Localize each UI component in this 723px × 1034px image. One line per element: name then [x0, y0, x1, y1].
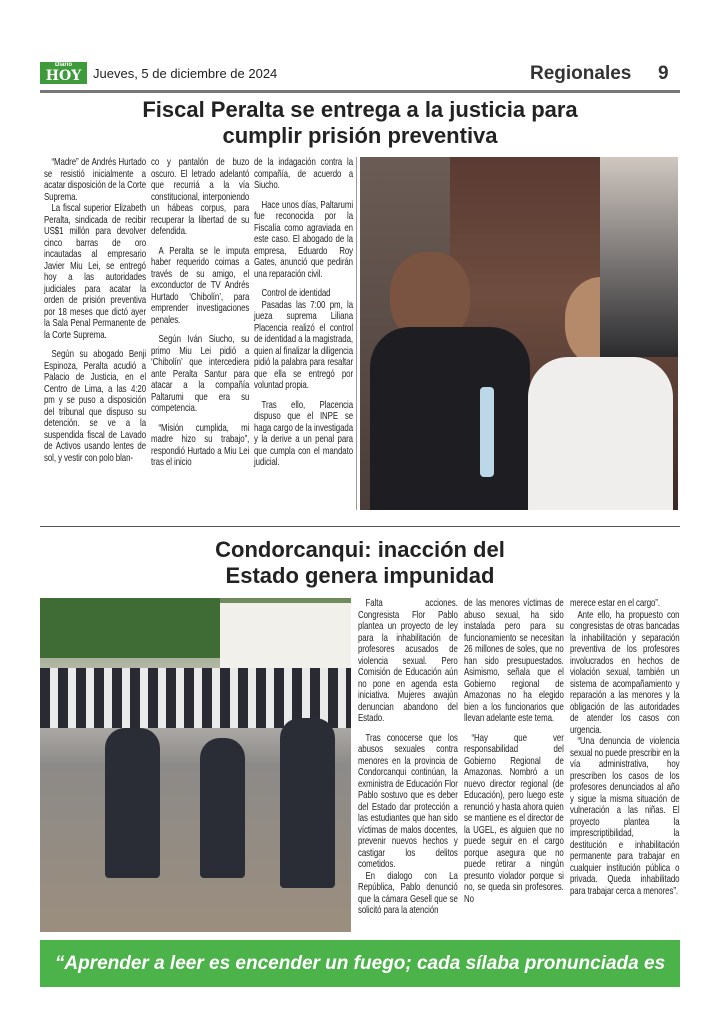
paragraph: La fiscal superior Elizabeth Peralta, sindicada de recibir US$1 millón para devolver cinco barras de oro incautadas al empresario Javier Miu Lei, se entregó hoy a las autoridades judiciales para acatar la orden de prisión preventiva por 18 meses que dictó ayer la Sala Penal Permanente de la Corte Suprema. [44, 202, 146, 341]
paragraph: merece estar en el cargo”. [570, 597, 660, 609]
paragraph: Hace unos días, Paltarumi fue reconocida por la Fiscalía como agraviada en este caso. El abogado de la empresa, Eduardo Roy Gates, anunció que pedirán una reparación civil. [254, 198, 353, 280]
paragraph: Tras conocerse que los abusos sexuales contra menores en la provincia de Condorcanqui continúan, la exministra de Educación Flor Pablo sostuvo que es deber del Estado dar protección a las estudiantes que han sido víctimas de malos docentes, prevenir nuevos hechos y castigar los delitos cometidos. [358, 731, 458, 870]
article2-column-3 [570, 598, 680, 905]
header-rule [40, 90, 680, 93]
paragraph: Ante ello, ha propuesto con congresistas de otras bancadas la inhabilitación y separación preventiva de los profesores involucrados en hechos de violación sexual, también un sistema de acompañamiento y reparación a las menores y la obligación de las autoridades de atender los casos con urgencia. [570, 608, 680, 736]
article2-column-1 [358, 598, 458, 925]
paragraph: co y pantalón de buzo oscuro. El letrado adelantó que recurriá a la vía constitucional, interponiendo un hábeas corpus, para recuperar la libertad de su defendida. [151, 156, 250, 237]
paragraph: “Una denuncia de violencia sexual no puede prescribir en la vía administrativa, hoy prescriben los casos de los profesores denunciados al año y sigue la misma situación de vulneración a las niñas. El proyecto plantea la imprescriptibilidad, la destitución e inhabilitación permanente para trabajar en cualquier institución pública o privada. Queda inhabilitado para trabajar cerca a menores”. [570, 735, 680, 897]
paragraph: Tras ello, Placencia dispuso que el INPE se haga cargo de la investigada y la derive a un penal para que cumpla con el mandato judicial. [254, 398, 353, 468]
article2-headline [40, 537, 680, 589]
paragraph: Según su abogado Benji Espinoza, Peralta acudió a Palacio de Justicia, en el Centro de Lima, a las 4:20 pm y se puso a disposición del tribunal que dispuso su detención. se ve a la suspendida fiscal de Lavado de Activos usando lentes de sol, y vestir con polo blan- [44, 348, 146, 464]
headline-line: cumplir prisión preventiva [222, 123, 498, 148]
paragraph: En dialogo con La República, Pablo denunció que la cámara Gesell que se solicitó para la atención [358, 869, 458, 916]
section-name: Regionales [530, 63, 632, 84]
logo-small-text: Diario [54, 62, 72, 68]
paragraph: “Hay que ver responsabilidad del Gobierno Regional de Amazonas. Nombró a un nuevo director regional (de Educación), pero luego este renunció y hasta ahora quien se mantiene es el director de la UGEL, es alguien que no puede seguir en el cargo porque asegura que no puede retirar a ningún presunto violador porque si no, se queda sin profesores. No [464, 731, 564, 905]
article2-photo [40, 598, 351, 932]
paragraph: de la indagación contra la compañía, de acuerdo a Siucho. [254, 156, 353, 191]
article-divider [40, 526, 680, 527]
paragraph: de las menores víctimas de abuso sexual, ha sido instalada pero para su funcionamiento se necesitan 26 millones de soles, que no han sido presupuestados. Asimismo, señala que el Gobierno regional de Amazonas no ha elegido bien a los funcionarios que llevan adelante este tema. [464, 597, 564, 724]
paragraph: “Madre” de Andrés Hurtado se resistió inicialmente a acatar disposición de la Corte Suprema. [44, 156, 146, 203]
column-rule [356, 157, 357, 510]
subheading: Control de identidad [261, 287, 331, 299]
quote-banner: “Aprender a leer es encender un fuego; cada sílaba pronunciada es una chispa”. [40, 940, 680, 987]
paragraph: A Peralta se le imputa haber requerido coimas a través de su amigo, el exconductor de TV Andrés Hurtado ‘Chibolín’, para emprender investigaciones penales. [151, 244, 250, 326]
paragraph: Pasadas las 7:00 pm, la jueza suprema Liliana Placencia realizó el control de identidad a la magistrada, quien al finalizar la diligencia pidió la palabra para resaltar que ella se entregó por voluntad propia. [254, 298, 353, 391]
headline-line: Fiscal Peralta se entrega a la justicia para [142, 97, 578, 122]
page-number: 9 [658, 63, 669, 84]
article2-column-2 [464, 598, 564, 913]
article1-column-2 [151, 157, 249, 477]
article1-photo [360, 157, 678, 510]
article1-column-1 [44, 157, 146, 472]
issue-date: Jueves, 5 de diciembre de 2024 [93, 66, 278, 81]
paragraph: “Misión cumplida, mi madre hizo su trabajo”, respondió Hurtado a Miu Lei tras el inicio [151, 421, 250, 468]
headline-line: Estado genera impunidad [225, 563, 495, 588]
newspaper-logo [40, 62, 87, 84]
logo-big-text: HOY [45, 68, 82, 84]
headline-line: Condorcanqui: inacción del [215, 537, 505, 562]
article1-column-3 [254, 157, 353, 477]
article1-headline [40, 97, 680, 149]
paragraph: Según Iván Siucho, su primo Miu Lei pidió a ‘Chibolín’ que intercediera ante Peralta Santur para atacar a la compañía Paltarumi que era su competencia. [151, 333, 250, 414]
paragraph: Falta acciones. Congresista Flor Pablo plantea un proyecto de ley para la inhabilitación de profesores acusados de violencia sexual. Pero Comisión de Educación aún no pone en agenda esta iniciativa. Mujeres awajún denuncian abandono del Estado. [358, 597, 458, 724]
